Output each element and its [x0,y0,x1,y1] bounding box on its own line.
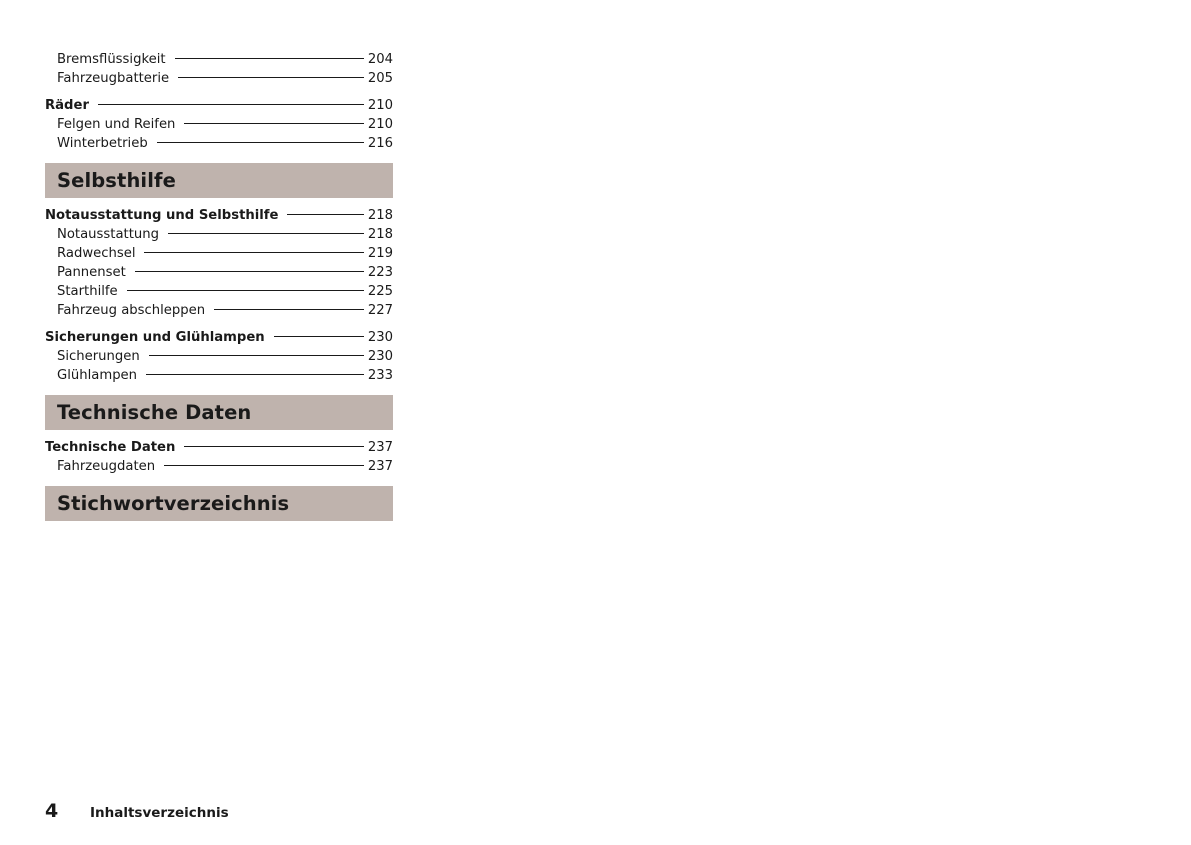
toc-entry-label: Felgen und Reifen [57,117,176,132]
toc-entry-page: 205 [367,71,393,86]
dot-leader [214,309,364,310]
toc-entry[interactable] [45,115,393,134]
toc-entry[interactable] [45,366,393,385]
toc-entry[interactable] [45,347,393,366]
toc-entry-page: 237 [367,459,393,474]
toc-chapter-label: Räder [45,98,89,113]
toc-chapter-page: 230 [367,330,393,345]
toc-entry-label: Fahrzeugbatterie [57,71,170,86]
dot-leader [135,271,364,272]
dot-leader [168,233,364,234]
toc-entry-page: 223 [367,265,393,280]
toc-chapter-page: 218 [367,208,393,223]
dot-leader [184,123,363,124]
toc-entry-page: 218 [367,227,393,242]
table-of-contents [45,50,393,529]
toc-chapter-entry[interactable] [45,438,393,457]
toc-entry-label: Sicherungen [57,349,140,364]
toc-chapter-label: Notausstattung und Selbsthilfe [45,208,279,223]
section-header-stichwortverzeichnis[interactable]: Stichwortverzeichnis [45,486,393,521]
toc-entry[interactable] [45,69,393,88]
dot-leader [184,446,363,447]
section-header-selbsthilfe[interactable]: Selbsthilfe [45,163,393,198]
toc-entry-label: Notausstattung [57,227,159,242]
dot-leader [178,77,364,78]
toc-chapter-entry[interactable] [45,96,393,115]
dot-leader [157,142,364,143]
toc-entry-label: Glühlampen [57,368,138,383]
toc-chapter-entry[interactable] [45,206,393,225]
dot-leader [144,252,363,253]
section-header-technische-daten[interactable]: Technische Daten [45,395,393,430]
dot-leader [146,374,364,375]
toc-entry[interactable] [45,301,393,320]
toc-entry-label: Bremsflüssigkeit [57,52,166,67]
toc-entry[interactable] [45,134,393,153]
page-number: 4 [45,800,59,822]
toc-entry-page: 230 [367,349,393,364]
toc-entry-label: Starthilfe [57,284,118,299]
dot-leader [287,214,363,215]
toc-entry-page: 216 [367,136,393,151]
toc-entry[interactable] [45,225,393,244]
dot-leader [164,465,364,466]
toc-entry-label: Pannenset [57,265,126,280]
toc-entry[interactable] [45,457,393,476]
toc-entry-page: 210 [367,117,393,132]
toc-chapter-page: 210 [367,98,393,113]
footer-title: Inhaltsverzeichnis [90,805,229,821]
toc-entry-page: 204 [367,52,393,67]
toc-chapter-label: Technische Daten [45,440,176,455]
toc-entry-page: 233 [367,368,393,383]
toc-chapter-page: 237 [367,440,393,455]
toc-chapter-label: Sicherungen und Glühlampen [45,330,265,345]
toc-entry[interactable] [45,244,393,263]
toc-entry-label: Fahrzeugdaten [57,459,156,474]
toc-entry[interactable] [45,282,393,301]
dot-leader [175,58,364,59]
toc-chapter-entry[interactable] [45,328,393,347]
toc-entry-label: Winterbetrieb [57,136,148,151]
toc-entry-label: Fahrzeug abschleppen [57,303,206,318]
toc-entry-page: 219 [367,246,393,261]
dot-leader [127,290,364,291]
dot-leader [98,104,364,105]
toc-entry[interactable] [45,50,393,69]
dot-leader [274,336,364,337]
toc-entry[interactable] [45,263,393,282]
page-footer [45,800,229,822]
dot-leader [149,355,364,356]
toc-entry-page: 227 [367,303,393,318]
toc-entry-label: Radwechsel [57,246,136,261]
toc-entry-page: 225 [367,284,393,299]
